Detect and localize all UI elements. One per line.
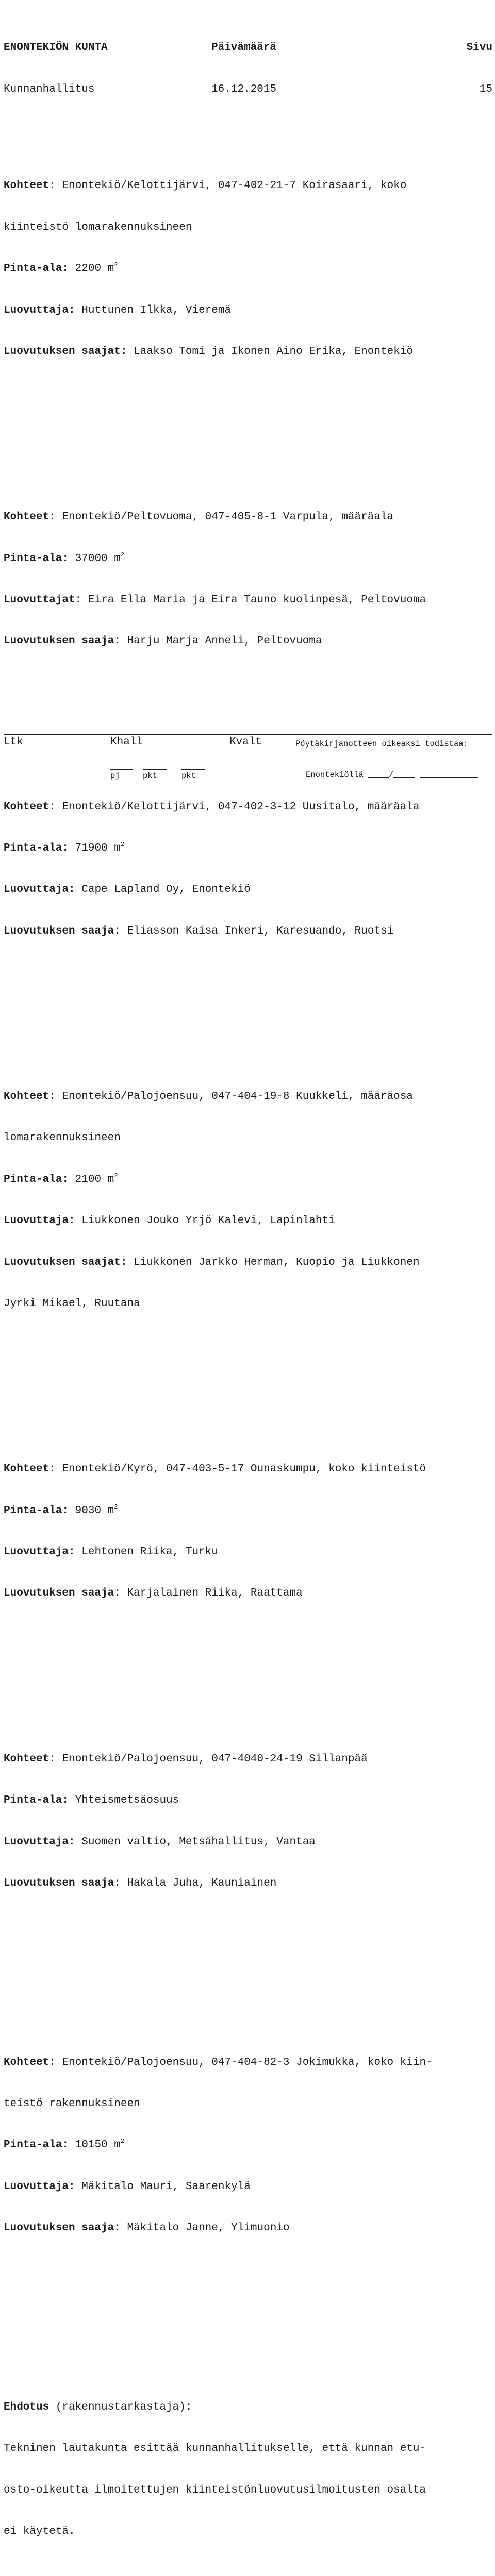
kohteet-value: Enontekiö/Palojoensuu, 047-404-19-8 Kuukkeli, määräosa [62, 1091, 413, 1103]
month-blank [393, 770, 415, 778]
unit-exponent: 2 [120, 841, 125, 849]
kohteet-label: Kohteet: [4, 2056, 56, 2069]
municipality-name: ENONTEKIÖN KUNTA [4, 42, 108, 54]
proposal-label-rest: (rakennustarkastaja): [49, 2401, 192, 2413]
entry-7 [4, 2028, 492, 2263]
kohteet-label: Kohteet: [4, 511, 56, 523]
unit-exponent: 2 [120, 2138, 125, 2145]
proposal-section [4, 2373, 492, 2566]
luovuttaja-label: Luovuttaja: [4, 1836, 75, 1848]
kohteet-value: Enontekiö/Kelottijärvi, 047-402-21-7 Koirasaari, koko [62, 180, 407, 192]
saaja-value: Laakso Tomi ja Ikonen Aino Erika, Enontekiö [134, 345, 413, 358]
saaja-label: Luovutuksen saaja: [4, 1877, 121, 1889]
date-slash: / [388, 770, 394, 779]
pinta-ala-label: Pinta-ala: [4, 1794, 69, 1807]
unit: m [107, 1173, 114, 1185]
footer-khall: Khall [110, 736, 143, 748]
luovuttaja-label: Luovuttaja: [4, 884, 75, 896]
signature-pkt-label: pkt [182, 771, 196, 781]
kohteet-label: Kohteet: [4, 1753, 56, 1765]
page-number: 15 [479, 83, 492, 95]
luovuttaja-value: Lehtonen Riika, Turku [81, 1546, 218, 1558]
luovuttaja-label: Luovuttaja: [4, 1215, 75, 1227]
luovuttaja-value: Huttunen Ilkka, Vieremä [81, 304, 232, 316]
saaja-value: Eliasson Kaisa Inkeri, Karesuando, Ruotsi [127, 925, 394, 937]
kohteet-value-cont: lomarakennuksineen [4, 1132, 121, 1144]
pinta-ala-label: Pinta-ala: [4, 1504, 69, 1517]
kohteet-value: Enontekiö/Kelottijärvi, 047-402-3-12 Uusitalo, määräala [62, 801, 420, 813]
signature-pkt-label: pkt [143, 771, 157, 781]
kohteet-value: Enontekiö/Peltovuoma, 047-405-8-1 Varpula, määräala [62, 511, 394, 523]
pinta-ala-label: Pinta-ala: [4, 1173, 69, 1185]
proposal-label: Ehdotus [4, 2401, 50, 2413]
entry-3 [4, 773, 492, 966]
entry-4 [4, 1062, 492, 1338]
saaja-value: Hakala Juha, Kauniainen [127, 1877, 277, 1889]
signature-pj-label: pj [110, 771, 120, 781]
entry-2 [4, 483, 492, 676]
entry-5 [4, 1435, 492, 1629]
day-blank [368, 770, 389, 778]
proposal-line: ei käytetä. [4, 2526, 75, 2538]
kohteet-label: Kohteet: [4, 180, 56, 192]
saaja-value: Harju Marja Anneli, Peltovuoma [127, 635, 322, 648]
footer-divider [4, 734, 492, 735]
kohteet-label: Kohteet: [4, 1091, 56, 1103]
unit: m [107, 1504, 114, 1517]
unit-exponent: 2 [114, 261, 118, 269]
proposal-line: Tekninen lautakunta esittää kunnanhallitukselle, että kunnan etu- [4, 2443, 426, 2455]
entry-6 [4, 1725, 492, 1918]
luovuttaja-label: Luovuttajat: [4, 594, 82, 606]
unit-exponent: 2 [114, 1503, 118, 1511]
saaja-label: Luovutuksen saaja: [4, 925, 121, 937]
kohteet-value-cont: teistö rakennuksineen [4, 2098, 140, 2110]
saaja-label: Luovutuksen saaja: [4, 1587, 121, 1600]
saaja-value: Mäkitalo Janne, Ylimuonio [127, 2222, 290, 2234]
kohteet-value: Enontekiö/Kyrö, 047-403-5-17 Ounaskumpu, koko kiinteistö [62, 1463, 426, 1476]
kohteet-value: Enontekiö/Palojoensuu, 047-4040-24-19 Sillanpää [62, 1753, 368, 1765]
pinta-ala-label: Pinta-ala: [4, 263, 69, 275]
luovuttaja-label: Luovuttaja: [4, 1546, 75, 1558]
unit: m [114, 2139, 121, 2151]
meeting-date: 16.12.2015 [211, 83, 277, 95]
unit-exponent: 2 [120, 551, 125, 558]
pinta-ala-value: 37000 [75, 552, 108, 565]
saaja-value: Karjalainen Riika, Raattama [127, 1587, 303, 1600]
pinta-ala-label: Pinta-ala: [4, 552, 69, 565]
footer-ltk: Ltk [4, 736, 23, 748]
saaja-label: Luovutuksen saaja: [4, 635, 121, 648]
footer-place-date [306, 770, 478, 779]
page-label: Sivu [466, 42, 492, 54]
header-row-1 [4, 41, 492, 55]
pinta-ala-value: Yhteismetsäosuus [75, 1794, 179, 1807]
saaja-label: Luovutuksen saajat: [4, 1256, 127, 1268]
body-name: Kunnanhallitus [4, 83, 95, 95]
header-row-2 [4, 83, 492, 97]
footer-certify: Pöytäkirjanotteen oikeaksi todistaa: [295, 739, 468, 749]
unit-exponent: 2 [114, 1172, 118, 1179]
kohteet-label: Kohteet: [4, 801, 56, 813]
footer-kvalt: Kvalt [229, 736, 262, 748]
signature-pkt-2 [182, 764, 205, 781]
signature-blank [420, 770, 478, 778]
unit: m [114, 552, 121, 565]
luovuttaja-value: Eira Ella Maria ja Eira Tauno kuolinpesä, Peltovuoma [88, 594, 426, 606]
saaja-value: Liukkonen Jarkko Herman, Kuopio ja Liukkonen [134, 1256, 420, 1268]
luovuttaja-label: Luovuttaja: [4, 304, 75, 316]
unit: m [107, 263, 114, 275]
pinta-ala-value: 2200 [75, 263, 102, 275]
signature-pkt-1 [143, 764, 167, 781]
saaja-label: Luovutuksen saajat: [4, 345, 127, 358]
footer-place: Enontekiöllä [306, 770, 364, 779]
luovuttaja-value: Cape Lapland Oy, Enontekiö [81, 884, 251, 896]
kohteet-label: Kohteet: [4, 1463, 56, 1476]
date-label: Päivämäärä [211, 42, 277, 54]
luovuttaja-value: Liukkonen Jouko Yrjö Kalevi, Lapinlahti [81, 1215, 335, 1227]
luovuttaja-label: Luovuttaja: [4, 2180, 75, 2193]
kohteet-value-cont: kiinteistö lomarakennuksineen [4, 221, 192, 233]
document-page [4, 0, 492, 2576]
signature-pj [110, 764, 133, 781]
pinta-ala-value: 71900 [75, 842, 108, 855]
luovuttaja-value: Suomen valtio, Metsähallitus, Vantaa [81, 1836, 316, 1848]
proposal-line: osto-oikeutta ilmoitettujen kiinteistönluovutusilmoitusten osalta [4, 2484, 426, 2496]
pinta-ala-value: 2100 [75, 1173, 102, 1185]
unit: m [114, 842, 121, 855]
saaja-label: Luovutuksen saaja: [4, 2222, 121, 2234]
entry-1 [4, 152, 492, 387]
pinta-ala-label: Pinta-ala: [4, 2139, 69, 2151]
luovuttaja-value: Mäkitalo Mauri, Saarenkylä [81, 2180, 251, 2193]
pinta-ala-value: 10150 [75, 2139, 108, 2151]
kohteet-value: Enontekiö/Palojoensuu, 047-404-82-3 Jokimukka, koko kiin- [62, 2056, 433, 2069]
pinta-ala-label: Pinta-ala: [4, 842, 69, 855]
pinta-ala-value: 9030 [75, 1504, 102, 1517]
saaja-value-cont: Jyrki Mikael, Ruutana [4, 1298, 140, 1310]
